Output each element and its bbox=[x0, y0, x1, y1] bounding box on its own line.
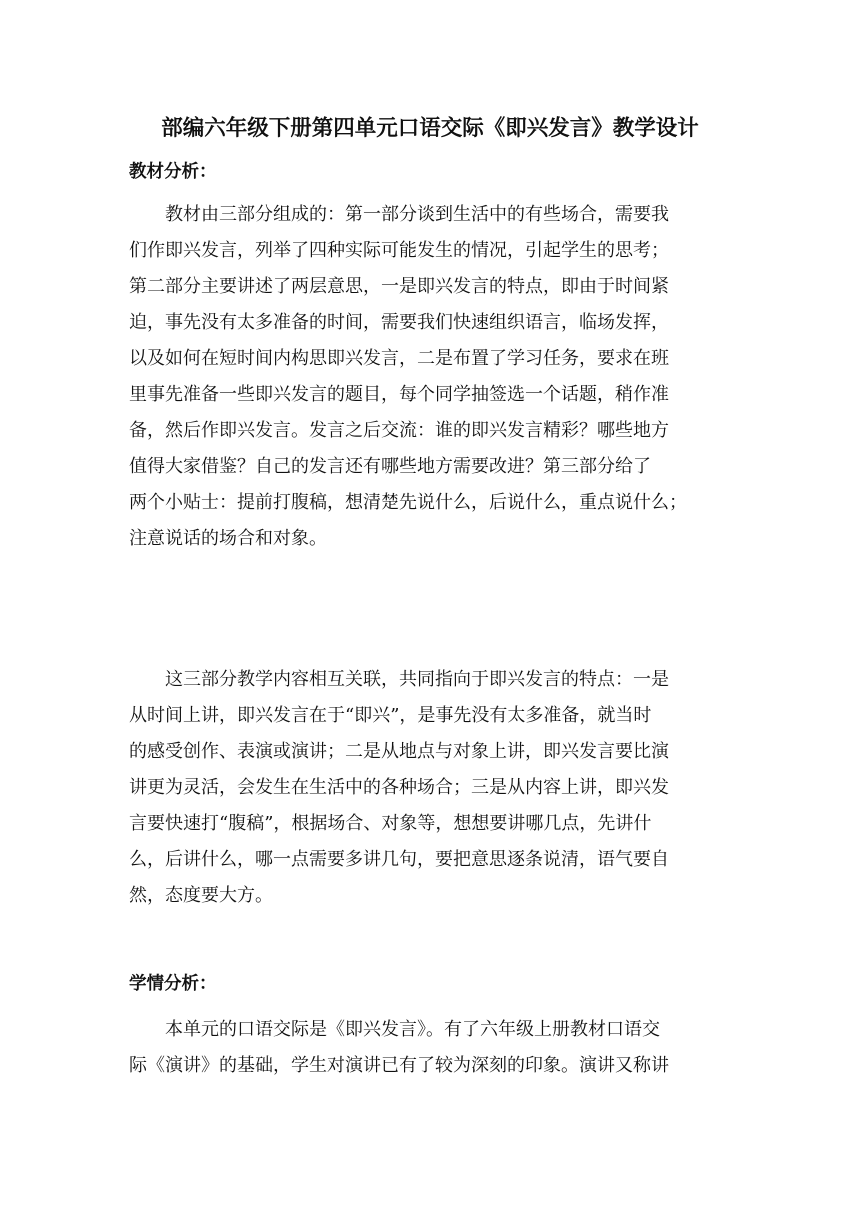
text-line: 第二部分主要讲述了两层意思，一是即兴发言的特点，即由于时间紧 bbox=[129, 276, 669, 297]
section-heading-student-analysis: 学情分析： bbox=[129, 974, 217, 994]
text-line: 的感受创作、表演或演讲；二是从地点与对象上讲，即兴发言要比演 bbox=[129, 741, 669, 762]
text-line: 然，态度要大方。 bbox=[129, 885, 273, 906]
text-line: 际《演讲》的基础，学生对演讲已有了较为深刻的印象。演讲又称讲 bbox=[129, 1055, 669, 1076]
text-line: 们作即兴发言，列举了四种实际可能发生的情况，引起学生的思考； bbox=[129, 240, 669, 261]
text-line: 本单元的口语交际是《即兴发言》。有了六年级上册教材口语交 bbox=[165, 1019, 660, 1040]
document-title: 部编六年级下册第四单元口语交际《即兴发言》教学设计 bbox=[161, 116, 699, 141]
text-line: 这三部分教学内容相互关联，共同指向于即兴发言的特点：一是 bbox=[165, 669, 669, 690]
paragraph-textbook-structure bbox=[129, 197, 731, 557]
text-line: 言要快速打“腹稿”，根据场合、对象等，想想要讲哪几点，先讲什 bbox=[129, 813, 652, 834]
text-line: 迫，事先没有太多准备的时间，需要我们快速组织语言，临场发挥， bbox=[129, 312, 669, 333]
text-line: 注意说话的场合和对象。 bbox=[129, 528, 327, 549]
text-line: 讲更为灵活，会发生在生活中的各种场合；三是从内容上讲，即兴发 bbox=[129, 777, 669, 798]
text-line: 两个小贴士：提前打腹稿，想清楚先说什么，后说什么，重点说什么； bbox=[129, 492, 687, 513]
text-line: 教材由三部分组成的：第一部分谈到生活中的有些场合，需要我 bbox=[165, 204, 669, 225]
text-line: 备，然后作即兴发言。发言之后交流：谁的即兴发言精彩？哪些地方 bbox=[129, 420, 669, 441]
text-line: 从时间上讲，即兴发言在于“即兴”，是事先没有太多准备，就当时 bbox=[129, 705, 652, 726]
text-line: 以及如何在短时间内构思即兴发言，二是布置了学习任务，要求在班 bbox=[129, 348, 669, 369]
text-line: 里事先准备一些即兴发言的题目，每个同学抽签选一个话题，稍作准 bbox=[129, 384, 669, 405]
text-line: 值得大家借鉴？自己的发言还有哪些地方需要改进？第三部分给了 bbox=[129, 456, 651, 477]
section-heading-textbook-analysis: 教材分析： bbox=[129, 162, 217, 182]
paragraph-student-analysis bbox=[129, 1012, 731, 1084]
text-line: 么，后讲什么，哪一点需要多讲几句，要把意思逐条说清，语气要自 bbox=[129, 849, 669, 870]
paragraph-content-connection bbox=[129, 662, 731, 914]
